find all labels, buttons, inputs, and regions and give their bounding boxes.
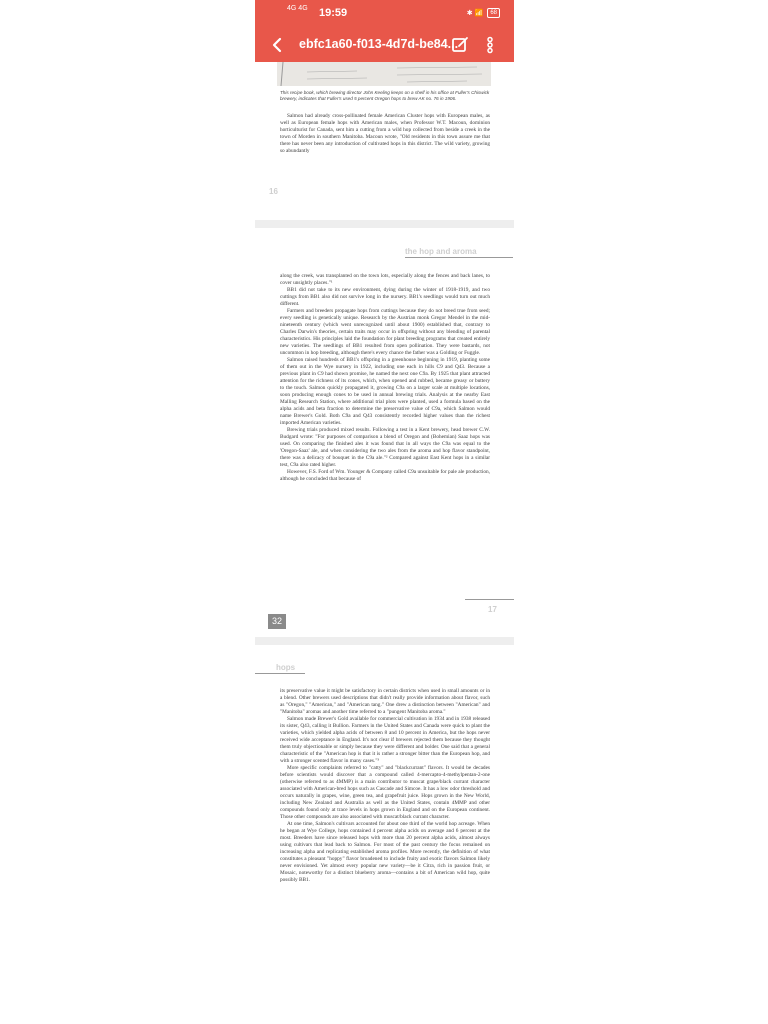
- page-separator: [255, 637, 514, 645]
- page-17: [255, 228, 514, 637]
- page-number: 16: [269, 187, 278, 196]
- paragraph: along the creek, was transplanted on the town lots, especially along the fences and back lanes, to cover unsightly places."¹: [280, 273, 490, 286]
- bluetooth-wifi-icons: ✱ 📶: [466, 10, 484, 17]
- back-arrow-icon[interactable]: [267, 35, 287, 55]
- page-16: [255, 62, 514, 220]
- paragraph: its preservative value it might be satisfactory in certain districts when used in small amounts or in a blend. Other brewers used descriptions that didn't really provide information about flavor, such as "Oregon," "American," and "American tang." One drew a distinction between "American" and "Manitoba" aromas and another time referred to a "pungent Manitoba aroma.": [280, 688, 490, 715]
- paragraph: Salmon raised hundreds of BB1's offspring in a greenhouse beginning in 1919, planting some of them out in the Wye nursery in 1922, including one each in hills C9 and Q43. Because a previous plant in C9 had shown promise, he named the next one C9a. By 1925 that plant attracted attention for the richness of its cones, which, when opened and rubbed, became greasy or buttery to the touch. Salmon quickly propagated it, growing C9a on a larger scale at multiple locations, soon producing enough cones to be used in annual brewing trials. Analysis at the nearby East Malling Research Station, where additional trial plots were planted, used a formula based on the alpha acids and beta fraction to determine the preservative value of C9a, which Salmon would name Brewer's Gold. Both C9a and Q43 consistently recorded higher values than the richest imported American varieties.: [280, 357, 490, 426]
- paragraph: However, F.S. Ford of Wm. Younger & Company called C9a unsuitable for pale ale production, although he concluded that because of: [280, 469, 490, 482]
- page-separator: [255, 220, 514, 228]
- page-16-text: Salmon had already cross-pollinated female American Cluster hops with European males, as well as European female hops with American males, when Professor W.T. Macoun, dominion horticulturist for Canada, sent him a cutting from a wild hop collected from beside a creek in the town of Morden in southern Manitoba. Macoun wrote, "Old residents in this town assure me that there has never been any introduction of cultivated hops in this district. The wild variety, growing so abundantly: [280, 113, 490, 154]
- paragraph: More specific complaints referred to "catty" and "blackcurrant" flavors. It would be decades before scientists would discover that a compound called 4-mercapto-4-methylpentan-2-one (otherwise referred to as 4MMP) is a main contributor to muscat grape/black currant character associated with American-bred hops such as Cascade and Simcoe. It has a low odor threshold and occurs naturally in grapes, wine, green tea, and grapefruit juice. Hops grown in the New World, including New Zealand and Australia as well as the United States, contain 4MMP and other compounds found only at trace levels in hops grown in England and on the European continent. Those other compounds are also associated with muscat/black currant character.: [280, 765, 490, 820]
- edit-icon[interactable]: [451, 36, 469, 54]
- paragraph: At one time, Salmon's cultivars accounted for about one third of the world hop acreage. When he began at Wye College, hops contained 4 percent alpha acids on average and 6 percent at the most. Breeders have since released hops with more than 20 percent alpha acids, almost always using cultivars that lead back to Salmon. For most of the past century the focus remained on increasing alpha and replicating established aroma profiles. More recently, the definition of what constitutes a pleasant "hoppy" flavor broadened to include fruity and exotic flavors Salmon likely never envisioned. Yet almost every popular new variety—be it Citra, rich in passion fruit, or Mosaic, noteworthy for a distinct blueberry aroma—contains a bit of American wild hop, quite possibly BB1.: [280, 821, 490, 883]
- header-rule: [255, 673, 305, 674]
- footer-rule: [465, 599, 514, 600]
- header-rule: [405, 257, 513, 258]
- status-icons: [467, 8, 500, 18]
- page-number: 17: [488, 605, 497, 614]
- paragraph: Salmon made Brewer's Gold available for commercial cultivation in 1934 and in 1938 released its sister, Q43, calling it Bullion. Farmers in the United States and Canada were quick to plant the varieties, which yielded alpha acids of between 8 and 10 percent in America, but the hops never received wide acceptance in England. It's not clear if brewers rejected them because they thought them truly objectionable or simply because they were different and bolder. One said that a general characteristic of the "American hop is that it is rather a stronger bitter than the European hop, and with a stronger scented flavor in many cases."³: [280, 716, 490, 764]
- running-header: the hop and aroma: [405, 247, 477, 256]
- page-18-text: [280, 688, 490, 884]
- app-bar: [255, 28, 514, 62]
- running-header: hops: [276, 663, 296, 672]
- recipe-book-photo: [277, 62, 491, 86]
- signal-indicator: 4G 4G: [287, 5, 308, 12]
- paragraph: Farmers and breeders propagate hops from cuttings because they do not breed true from seed; every seedling is genetically unique. Research by the Austrian monk Gregor Mendel in the mid-nineteenth century (which went unrecognized until about 1900) established that, contrary to Charles Darwin's theories, certain traits may occur in offspring without any blending of parental characteristics. His principles laid the foundation for plant breeding programs that created entirely new varieties. The seedlings of BB1 resulted from open pollination. They were bastards, not uncommon in hop breeding, although there's every chance the father was a Golding or Fuggle.: [280, 308, 490, 356]
- paragraph: BB1 did not take to its new environment, dying during the winter of 1918-1919, and two cuttings from BB1 also did not survive long in the nursery. BB1's seedlings would turn out much different.: [280, 287, 490, 307]
- battery-icon: 68: [487, 8, 500, 18]
- phone-screen: [255, 0, 514, 1024]
- page-17-text: [280, 273, 490, 483]
- page-18: [255, 645, 514, 1024]
- paragraph: Brewing trials produced mixed results. Following a test in a Kent brewery, head brewer C.W. Budgard wrote: "For purposes of comparison a blend of Oregon and (Bohemian) Saaz hops was used. On comparing the finished ales it was found that in all ways the C9a was equal to the 'Oregon-Saaz' ale, and when considering the two ales from the aroma and hop flavor standpoint, there was a delicacy of bouquet in the C9a ale."² Compared against East Kent hops in a similar test, C9a also rated higher.: [280, 427, 490, 468]
- status-bar: [255, 0, 514, 28]
- clock: 19:59: [319, 7, 348, 19]
- photo-caption: This recipe book, which brewing director John Keeling keeps on a shelf in his office at Fuller's Chiswick brewery, indicates that Fuller's used 5 percent Oregon hops to brew AK no. 76 in 1906.: [280, 90, 490, 101]
- page-indicator-badge: 32: [268, 614, 286, 629]
- more-options-icon[interactable]: [483, 36, 497, 54]
- document-title: ebfc1a60-f013-4d7d-be84...: [299, 37, 459, 51]
